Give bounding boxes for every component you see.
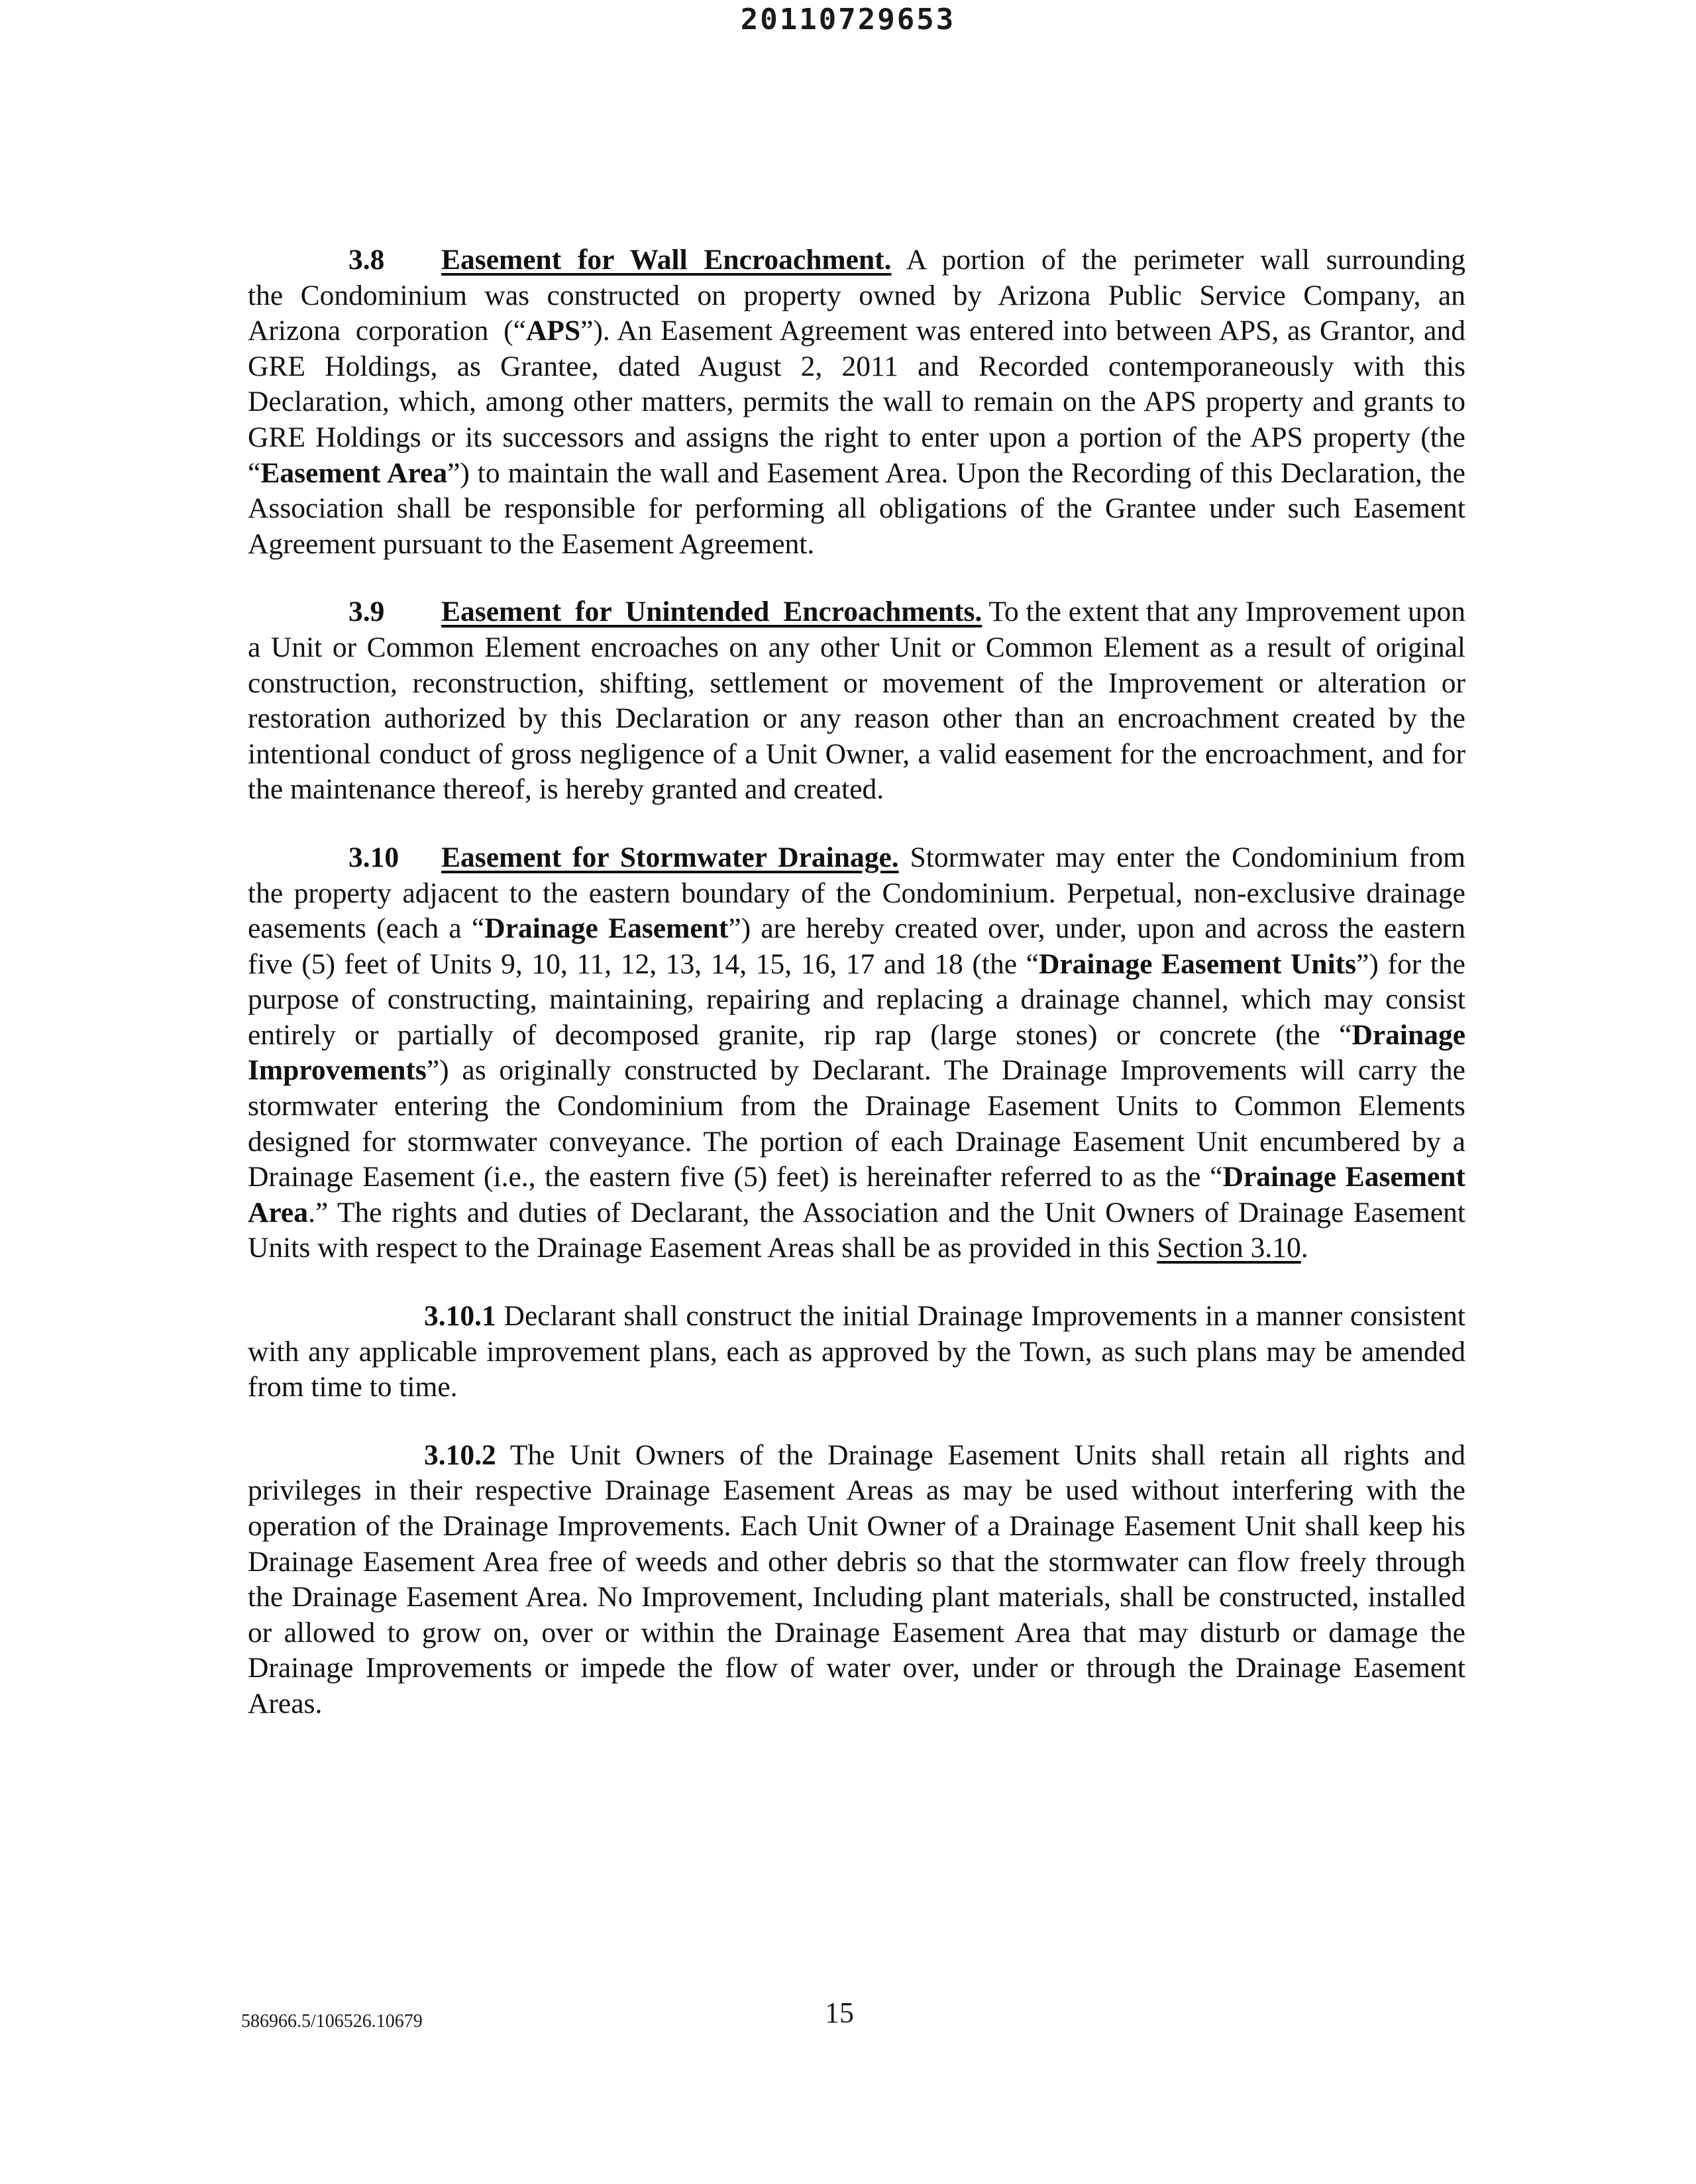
section-text: ”) to maintain the wall and Easement Area. Upon the Recording of this Declaration, the Association shall be responsible for performing all obligations of the Grantee under such Easement Agreement pursuant to the Easement Agreement. [248, 457, 1465, 560]
section-3-10-2 [248, 1438, 1465, 1722]
page-number: 15 [825, 1996, 854, 2029]
section-number: 3.8 [348, 244, 385, 276]
subsection-number: 3.10.2 [424, 1439, 496, 1471]
document-number: 20110729653 [740, 3, 956, 36]
section-text: . [1300, 1232, 1308, 1264]
section-text: Stormwater may enter the Condominium from the property adjacent to the eastern boundary of the Condominium. Perpetual, non-exclusive drainage easements (each a “ [248, 841, 1465, 945]
section-text: ”) as originally constructed by Declarant. The Drainage Improvements will carry the stormwater entering the Condominium from the Drainage Easement Units to Common Elements designed for stormwater conveyance. The portion of each Drainage Easement Unit encumbered by a Drainage Easement (i.e., the eastern five (5) feet) is hereinafter referred to as the “ [248, 1054, 1465, 1193]
section-heading: Easement for Stormwater Drainage. [441, 841, 899, 873]
defined-term: Drainage Improvements [248, 1018, 1465, 1087]
section-reference: Section 3.10 [1157, 1232, 1301, 1264]
section-3-10 [248, 840, 1465, 1266]
section-heading: Easement for Wall Encroachment. [441, 244, 892, 276]
section-heading: Easement for Unintended Encroachments. [441, 596, 982, 628]
defined-term: Drainage Easement Units [1038, 948, 1357, 980]
section-text: ”). An Easement Agreement was entered into between APS, as Grantor, and GRE Holdings, as Grantee, dated August 2, 2011 and Recorded contemporaneously with this Declaration, which, among other matters, permits the wall to remain on the APS property and grants to GRE Holdings or its successors and assigns the right to enter upon a portion of the APS property (the “ [248, 315, 1465, 489]
section-text: A portion of the perimeter wall surrounding the Condominium was constructed on property owned by Arizona Public Service Company, an Arizona corporation (“ [248, 244, 1465, 347]
section-3-10-1 [248, 1299, 1465, 1405]
section-3-9 [248, 594, 1465, 808]
footer-document-id: 586966.5/106526.10679 [241, 2011, 423, 2032]
document-body [248, 243, 1465, 1755]
section-text: ”) for the purpose of constructing, maintaining, repairing and replacing a drainage channel, which may consist entirely or partially of decomposed granite, rip rap (large stones) or concrete (the “ [248, 948, 1465, 1051]
defined-term: APS [525, 315, 581, 347]
subsection-text: Declarant shall construct the initial Drainage Improvements in a manner consistent with any applicable improvement plans, each as approved by the Town, as such plans may be amended from time to time. [248, 1300, 1465, 1403]
subsection-text: The Unit Owners of the Drainage Easement Units shall retain all rights and privileges in their respective Drainage Easement Areas as may be used without interfering with the operation of the Drainage Improvements. Each Unit Owner of a Drainage Easement Unit shall keep his Drainage Easement Area free of weeds and other debris so that the stormwater can flow freely through the Drainage Easement Area. No Improvement, Including plant materials, shall be constructed, installed or allowed to grow on, over or within the Drainage Easement Area that may disturb or damage the Drainage Improvements or impede the flow of water over, under or through the Drainage Easement Areas. [248, 1439, 1465, 1720]
defined-term: Drainage Easement Area [248, 1161, 1466, 1228]
subsection-number: 3.10.1 [424, 1300, 496, 1333]
section-text: .” The rights and duties of Declarant, the Association and the Unit Owners of Drainage Easement Units with respect to the Drainage Easement Areas shall be as provided in this [248, 1196, 1465, 1264]
section-number: 3.9 [348, 596, 385, 628]
defined-term: Easement Area [260, 457, 448, 489]
defined-term: Drainage Easement [484, 912, 729, 945]
section-text: ”) are hereby created over, under, upon and across the eastern five (5) feet of Units 9, 10, 11, 12, 13, 14, 15, 16, 17 and 18 (the “ [248, 912, 1466, 980]
section-number: 3.10 [348, 841, 399, 873]
section-3-8 [248, 243, 1465, 562]
section-text: To the extent that any Improvement upon a Unit or Common Element encroaches on any other Unit or Common Element as a result of original construction, reconstruction, shifting, settlement or movement of the Improvement or alteration or restoration authorized by this Declaration or any reason other than an encroachment created by the intentional conduct of gross negligence of a Unit Owner, a valid easement for the encroachment, and for the maintenance thereof, is hereby granted and created. [248, 596, 1465, 806]
